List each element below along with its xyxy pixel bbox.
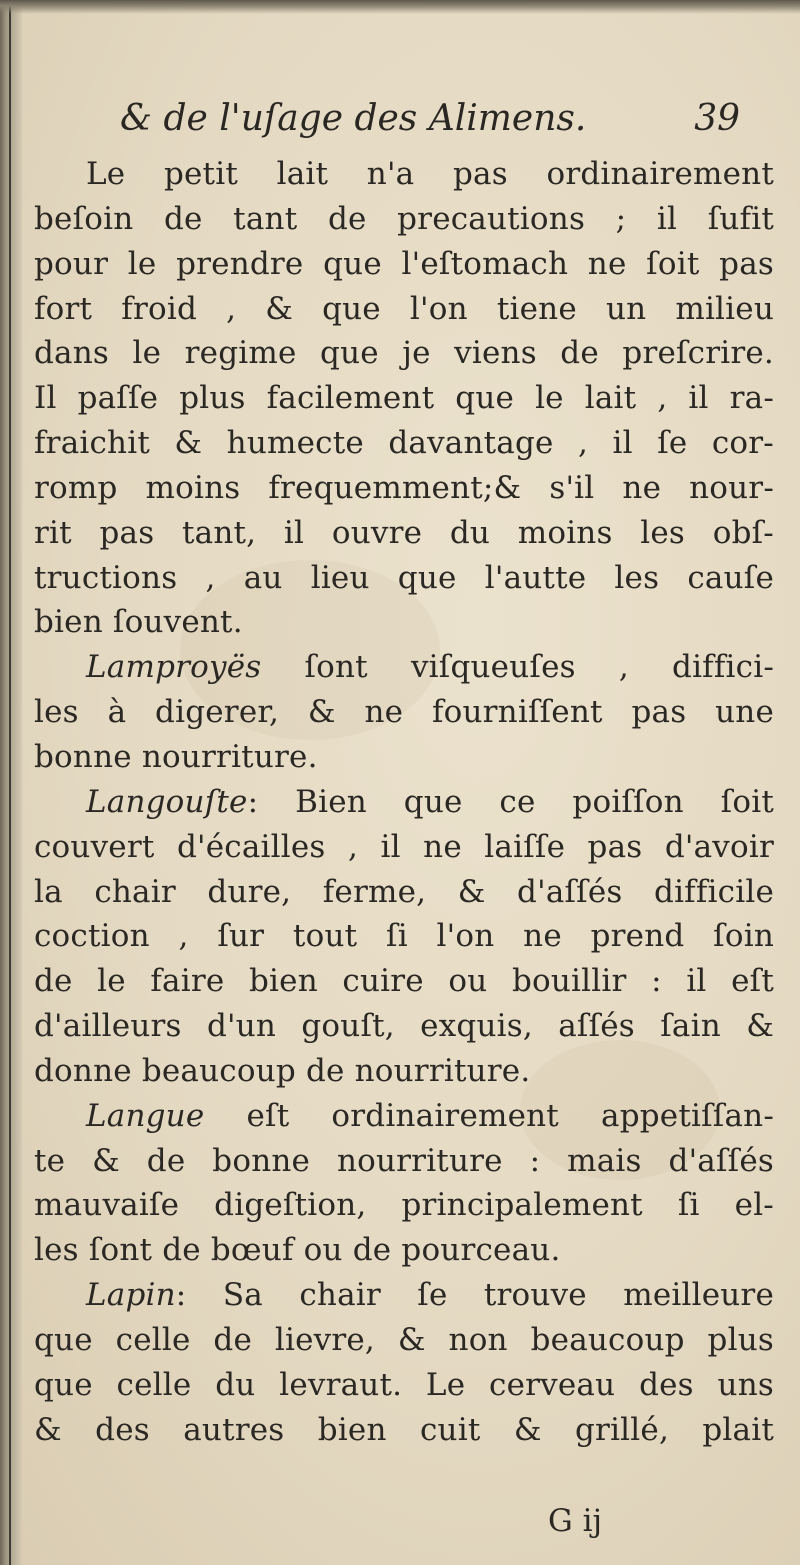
entry-keyword: Lapin <box>86 1277 176 1314</box>
text-line <box>34 1228 774 1273</box>
text-line <box>34 825 774 870</box>
line-text: rit pas tant, il ouvre du moins les obſ- <box>34 514 774 551</box>
text-line <box>34 1408 774 1453</box>
line-text: tructions , au lieu que l'autte les cauſe <box>34 559 774 596</box>
text-line <box>34 959 774 1004</box>
text-line <box>34 1318 774 1363</box>
text-line <box>34 331 774 376</box>
line-text: les à digerer, & ne fourniſſent pas une <box>34 694 774 731</box>
line-text: coction , ſur tout ſi l'on ne prend ſoin <box>34 918 774 955</box>
text-line <box>34 600 774 645</box>
line-text: fraichit & humecte davantage , il ſe cor- <box>34 425 774 462</box>
text-line <box>34 511 774 556</box>
gutter-line <box>9 0 11 1565</box>
line-text: Il paſſe plus facilement que le lait , il ra- <box>34 380 774 417</box>
line-text: d'ailleurs d'un gouſt, exquis, aſſés ſain & <box>34 1008 774 1045</box>
line-text: bonne nourriture. <box>34 738 318 775</box>
text-line <box>34 645 774 690</box>
line-text: fort froid , & que l'on tiene un milieu <box>34 290 774 327</box>
text-line <box>34 421 774 466</box>
line-text: dans le regime que je viens de preſcrire. <box>34 335 774 372</box>
text-line <box>34 556 774 601</box>
running-head-title: & de l'uſage des Alimens. <box>120 98 587 139</box>
text-line <box>34 466 774 511</box>
text-line <box>34 1183 774 1228</box>
body-text <box>34 152 774 1452</box>
line-text: bien ſouvent. <box>34 604 243 641</box>
text-line <box>34 1004 774 1049</box>
line-text: & des autres bien cuit & grillé, plait <box>34 1411 774 1448</box>
signature-mark: G ij <box>548 1503 603 1539</box>
entry-keyword: Langouſte <box>86 783 248 820</box>
line-text: pour le prendre que l'eſtomach ne ſoit pas <box>34 245 774 282</box>
text-line <box>34 735 774 780</box>
text-line <box>34 870 774 915</box>
line-text: que celle du levraut. Le cerveau des uns <box>34 1366 774 1403</box>
line-text: que celle de lievre, & non beaucoup plus <box>34 1321 774 1358</box>
line-text: couvert d'écailles , il ne laiſſe pas d'avoir <box>34 828 774 865</box>
line-text: : Sa chair ſe trouve meilleure <box>175 1277 774 1314</box>
line-text: eſt ordinairement appetiſſan- <box>204 1097 774 1134</box>
line-text: la chair dure, ferme, & d'aſſés difficile <box>34 873 774 910</box>
line-text: Le petit lait n'a pas ordinairement <box>86 156 774 192</box>
line-text: beſoin de tant de precautions ; il ſufit <box>34 200 774 237</box>
text-line <box>34 1273 774 1318</box>
text-line <box>34 242 774 287</box>
text-line <box>34 780 774 825</box>
entry-keyword: Langue <box>86 1097 205 1134</box>
running-head <box>120 98 740 148</box>
text-line <box>34 152 774 197</box>
text-line <box>34 197 774 242</box>
page-top-edge <box>0 0 800 14</box>
line-text: les ſont de bœuf ou de pourceau. <box>34 1232 561 1269</box>
text-line <box>34 1139 774 1184</box>
text-line <box>34 690 774 735</box>
line-text: ſont viſqueuſes , diffici- <box>261 649 774 686</box>
text-line <box>34 914 774 959</box>
line-text: de le faire bien cuire ou bouillir : il eſt <box>34 963 774 1000</box>
text-line <box>34 1094 774 1139</box>
book-spine <box>0 0 22 1565</box>
page-number: 39 <box>694 98 740 139</box>
line-text: romp moins frequemment;& s'il ne nour- <box>34 469 774 506</box>
text-line <box>34 1049 774 1094</box>
line-text: : Bien que ce poiſſon ſoit <box>247 783 774 820</box>
line-text: mauvaiſe digeſtion, principalement ſi el- <box>34 1187 774 1224</box>
entry-keyword: Lamproyës <box>86 649 262 686</box>
text-line <box>34 376 774 421</box>
text-line <box>34 287 774 332</box>
text-line <box>34 1363 774 1408</box>
line-text: te & de bonne nourriture : mais d'aſſés <box>34 1142 774 1179</box>
line-text: donne beaucoup de nourriture. <box>34 1052 531 1089</box>
